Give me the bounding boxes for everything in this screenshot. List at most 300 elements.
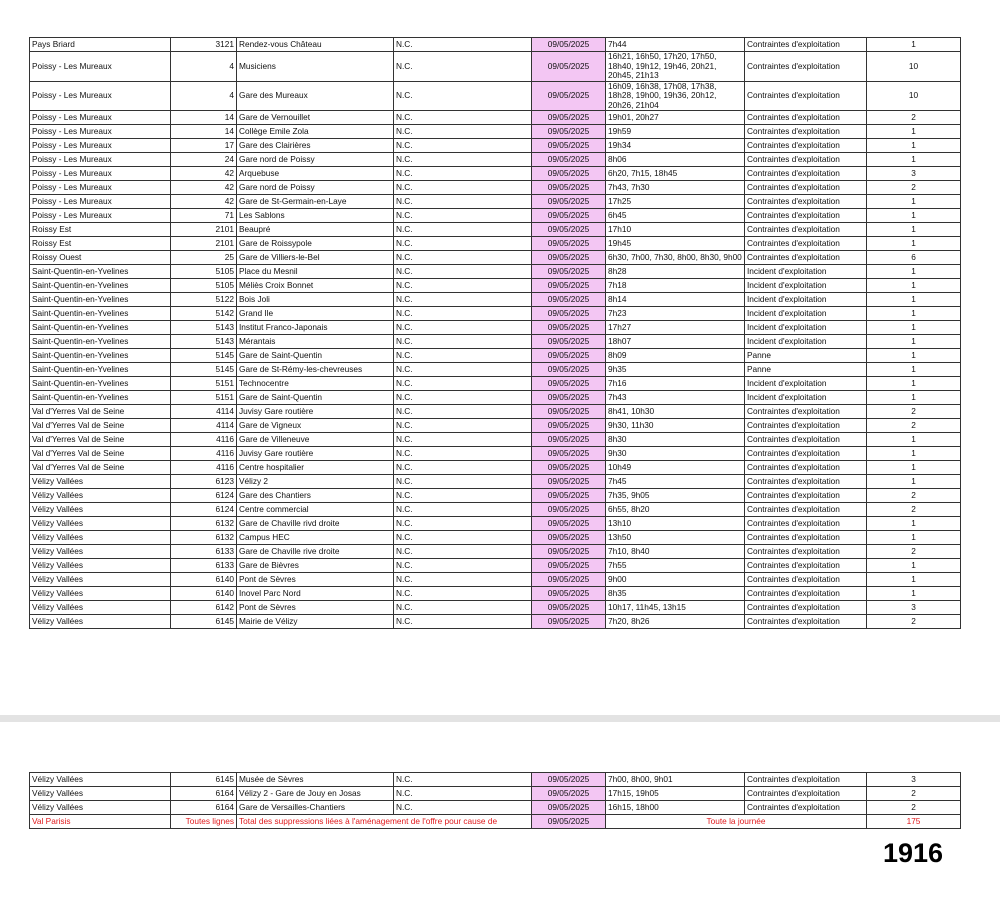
cell-date: 09/05/2025 xyxy=(532,52,606,82)
cell-date: 09/05/2025 xyxy=(532,195,606,209)
cell-arret: Gare de Vigneux xyxy=(237,419,394,433)
cell-horaires: 8h14 xyxy=(606,293,745,307)
cell-motif: Contraintes d'exploitation xyxy=(745,475,867,489)
cell-date: 09/05/2025 xyxy=(532,363,606,377)
cell-arret: Beaupré xyxy=(237,223,394,237)
cell-horaires: 7h16 xyxy=(606,377,745,391)
cell-motif: Incident d'exploitation xyxy=(745,307,867,321)
cell-motif: Incident d'exploitation xyxy=(745,265,867,279)
cell-sens: N.C. xyxy=(394,615,532,629)
cell-horaires: 8h35 xyxy=(606,587,745,601)
cell-horaires: 19h45 xyxy=(606,237,745,251)
cell-motif: Contraintes d'exploitation xyxy=(745,787,867,801)
table-row xyxy=(30,81,961,111)
cell-motif: Contraintes d'exploitation xyxy=(745,181,867,195)
cell-sens: N.C. xyxy=(394,587,532,601)
cell-ligne: 6140 xyxy=(171,573,237,587)
table-row xyxy=(30,209,961,223)
cell-horaires: 17h15, 19h05 xyxy=(606,787,745,801)
table-row xyxy=(30,391,961,405)
cell-reseau: Vélizy Vallées xyxy=(30,489,171,503)
total-periode: Toute la journée xyxy=(606,815,867,829)
cell-sens: N.C. xyxy=(394,251,532,265)
table-row xyxy=(30,251,961,265)
cell-reseau: Saint-Quentin-en-Yvelines xyxy=(30,363,171,377)
cell-motif: Incident d'exploitation xyxy=(745,279,867,293)
cell-date: 09/05/2025 xyxy=(532,503,606,517)
cell-sens: N.C. xyxy=(394,601,532,615)
cell-reseau: Pays Briard xyxy=(30,38,171,52)
cell-horaires: 7h55 xyxy=(606,559,745,573)
cell-ligne: 6133 xyxy=(171,559,237,573)
cell-horaires: 16h15, 18h00 xyxy=(606,801,745,815)
cell-sens: N.C. xyxy=(394,503,532,517)
cell-date: 09/05/2025 xyxy=(532,125,606,139)
cell-ligne: 4116 xyxy=(171,447,237,461)
cell-nb: 2 xyxy=(867,489,961,503)
cell-sens: N.C. xyxy=(394,223,532,237)
cell-sens: N.C. xyxy=(394,38,532,52)
cell-nb: 2 xyxy=(867,111,961,125)
cell-sens: N.C. xyxy=(394,573,532,587)
total-nb: 175 xyxy=(867,815,961,829)
cell-horaires: 7h44 xyxy=(606,38,745,52)
cell-date: 09/05/2025 xyxy=(532,573,606,587)
cell-sens: N.C. xyxy=(394,279,532,293)
cell-arret: Pont de Sèvres xyxy=(237,601,394,615)
cell-ligne: 14 xyxy=(171,125,237,139)
cell-sens: N.C. xyxy=(394,377,532,391)
cell-ligne: 24 xyxy=(171,153,237,167)
cell-reseau: Saint-Quentin-en-Yvelines xyxy=(30,377,171,391)
cell-date: 09/05/2025 xyxy=(532,447,606,461)
cell-sens: N.C. xyxy=(394,545,532,559)
cell-motif: Contraintes d'exploitation xyxy=(745,111,867,125)
cell-reseau: Vélizy Vallées xyxy=(30,503,171,517)
cell-horaires: 7h00, 8h00, 9h01 xyxy=(606,773,745,787)
table-row xyxy=(30,111,961,125)
table-row xyxy=(30,153,961,167)
cell-arret: Gare des Chantiers xyxy=(237,489,394,503)
cell-nb: 1 xyxy=(867,559,961,573)
table-row xyxy=(30,559,961,573)
cell-reseau: Saint-Quentin-en-Yvelines xyxy=(30,279,171,293)
cell-ligne: 42 xyxy=(171,195,237,209)
cell-ligne: 5151 xyxy=(171,391,237,405)
cell-reseau: Poissy - Les Mureaux xyxy=(30,81,171,111)
cell-reseau: Vélizy Vallées xyxy=(30,517,171,531)
cell-horaires: 8h41, 10h30 xyxy=(606,405,745,419)
cell-date: 09/05/2025 xyxy=(532,307,606,321)
cell-date: 09/05/2025 xyxy=(532,787,606,801)
cell-arret: Gare de Villeneuve xyxy=(237,433,394,447)
cell-ligne: 5143 xyxy=(171,335,237,349)
cell-sens: N.C. xyxy=(394,153,532,167)
cell-arret: Rendez-vous Château xyxy=(237,38,394,52)
cell-motif: Incident d'exploitation xyxy=(745,321,867,335)
cell-date: 09/05/2025 xyxy=(532,419,606,433)
cell-motif: Contraintes d'exploitation xyxy=(745,38,867,52)
cell-reseau: Saint-Quentin-en-Yvelines xyxy=(30,349,171,363)
cell-arret: Bois Joli xyxy=(237,293,394,307)
cell-ligne: 5105 xyxy=(171,265,237,279)
cell-date: 09/05/2025 xyxy=(532,38,606,52)
cell-reseau: Vélizy Vallées xyxy=(30,531,171,545)
cell-date: 09/05/2025 xyxy=(532,81,606,111)
cell-date: 09/05/2025 xyxy=(532,517,606,531)
cell-nb: 10 xyxy=(867,81,961,111)
cell-date: 09/05/2025 xyxy=(532,223,606,237)
cell-date: 09/05/2025 xyxy=(532,167,606,181)
cell-motif: Contraintes d'exploitation xyxy=(745,461,867,475)
cell-horaires: 10h49 xyxy=(606,461,745,475)
cell-sens: N.C. xyxy=(394,321,532,335)
cell-motif: Contraintes d'exploitation xyxy=(745,531,867,545)
cell-ligne: 6123 xyxy=(171,475,237,489)
cell-ligne: 6142 xyxy=(171,601,237,615)
cell-arret: Gare des Clairières xyxy=(237,139,394,153)
cell-date: 09/05/2025 xyxy=(532,545,606,559)
cell-ligne: 4 xyxy=(171,81,237,111)
cell-motif: Panne xyxy=(745,363,867,377)
cell-sens: N.C. xyxy=(394,517,532,531)
cell-arret: Campus HEC xyxy=(237,531,394,545)
cell-date: 09/05/2025 xyxy=(532,237,606,251)
table-row xyxy=(30,601,961,615)
suppressions-table xyxy=(29,37,961,629)
cell-motif: Contraintes d'exploitation xyxy=(745,195,867,209)
cell-motif: Incident d'exploitation xyxy=(745,293,867,307)
cell-nb: 1 xyxy=(867,223,961,237)
table-row xyxy=(30,181,961,195)
cell-ligne: 6140 xyxy=(171,587,237,601)
cell-nb: 1 xyxy=(867,475,961,489)
cell-motif: Contraintes d'exploitation xyxy=(745,559,867,573)
cell-arret: Institut Franco-Japonais xyxy=(237,321,394,335)
table-row xyxy=(30,195,961,209)
cell-ligne: 4114 xyxy=(171,419,237,433)
cell-ligne: 3121 xyxy=(171,38,237,52)
cell-sens: N.C. xyxy=(394,801,532,815)
cell-ligne: 14 xyxy=(171,111,237,125)
cell-date: 09/05/2025 xyxy=(532,475,606,489)
cell-date: 09/05/2025 xyxy=(532,265,606,279)
cell-date: 09/05/2025 xyxy=(532,153,606,167)
cell-reseau: Val d'Yerres Val de Seine xyxy=(30,419,171,433)
cell-motif: Contraintes d'exploitation xyxy=(745,237,867,251)
cell-arret: Gare de Chaville rivd droite xyxy=(237,517,394,531)
cell-ligne: 6164 xyxy=(171,801,237,815)
cell-sens: N.C. xyxy=(394,265,532,279)
cell-reseau: Vélizy Vallées xyxy=(30,475,171,489)
cell-motif: Incident d'exploitation xyxy=(745,391,867,405)
table-row xyxy=(30,223,961,237)
total-ligne: Toutes lignes xyxy=(171,815,237,829)
cell-reseau: Val d'Yerres Val de Seine xyxy=(30,433,171,447)
table-row xyxy=(30,517,961,531)
table-row xyxy=(30,167,961,181)
cell-ligne: 4116 xyxy=(171,433,237,447)
cell-nb: 2 xyxy=(867,801,961,815)
cell-motif: Contraintes d'exploitation xyxy=(745,447,867,461)
cell-horaires: 6h30, 7h00, 7h30, 8h00, 8h30, 9h00 xyxy=(606,251,745,265)
cell-nb: 1 xyxy=(867,265,961,279)
cell-motif: Contraintes d'exploitation xyxy=(745,125,867,139)
cell-sens: N.C. xyxy=(394,111,532,125)
cell-arret: Collège Emile Zola xyxy=(237,125,394,139)
table-row xyxy=(30,461,961,475)
cell-reseau: Val d'Yerres Val de Seine xyxy=(30,447,171,461)
cell-nb: 2 xyxy=(867,503,961,517)
cell-arret: Pont de Sèvres xyxy=(237,573,394,587)
cell-reseau: Vélizy Vallées xyxy=(30,601,171,615)
table-row xyxy=(30,447,961,461)
cell-nb: 1 xyxy=(867,335,961,349)
table-row xyxy=(30,139,961,153)
cell-ligne: 6124 xyxy=(171,503,237,517)
cell-sens: N.C. xyxy=(394,461,532,475)
cell-sens: N.C. xyxy=(394,237,532,251)
cell-arret: Gare de Saint-Quentin xyxy=(237,391,394,405)
table-row xyxy=(30,489,961,503)
cell-ligne: 5105 xyxy=(171,279,237,293)
cell-nb: 1 xyxy=(867,195,961,209)
cell-date: 09/05/2025 xyxy=(532,321,606,335)
cell-arret: Les Sablons xyxy=(237,209,394,223)
table-row xyxy=(30,279,961,293)
table-row xyxy=(30,531,961,545)
cell-ligne: 71 xyxy=(171,209,237,223)
cell-nb: 3 xyxy=(867,167,961,181)
cell-arret: Inovel Parc Nord xyxy=(237,587,394,601)
cell-date: 09/05/2025 xyxy=(532,531,606,545)
cell-arret: Arquebuse xyxy=(237,167,394,181)
cell-motif: Contraintes d'exploitation xyxy=(745,601,867,615)
total-reseau: Val Parisis xyxy=(30,815,171,829)
cell-nb: 2 xyxy=(867,787,961,801)
cell-nb: 2 xyxy=(867,405,961,419)
cell-sens: N.C. xyxy=(394,405,532,419)
cell-ligne: 5145 xyxy=(171,363,237,377)
page-number: 1916 xyxy=(883,838,944,868)
table-row xyxy=(30,363,961,377)
cell-motif: Contraintes d'exploitation xyxy=(745,503,867,517)
cell-arret: Juvisy Gare routière xyxy=(237,405,394,419)
cell-ligne: 4114 xyxy=(171,405,237,419)
cell-ligne: 42 xyxy=(171,167,237,181)
cell-nb: 2 xyxy=(867,615,961,629)
cell-reseau: Poissy - Les Mureaux xyxy=(30,167,171,181)
table-row xyxy=(30,237,961,251)
cell-horaires: 6h55, 8h20 xyxy=(606,503,745,517)
cell-arret: Musée de Sèvres xyxy=(237,773,394,787)
cell-reseau: Saint-Quentin-en-Yvelines xyxy=(30,391,171,405)
table-row xyxy=(30,335,961,349)
cell-horaires: 16h21, 16h50, 17h20, 17h50, 18h40, 19h12, 19h46, 20h21, 20h45, 21h13 xyxy=(606,52,745,82)
cell-nb: 2 xyxy=(867,419,961,433)
cell-horaires: 19h34 xyxy=(606,139,745,153)
cell-horaires: 13h10 xyxy=(606,517,745,531)
cell-ligne: 6145 xyxy=(171,615,237,629)
cell-horaires: 17h10 xyxy=(606,223,745,237)
cell-motif: Contraintes d'exploitation xyxy=(745,139,867,153)
cell-motif: Contraintes d'exploitation xyxy=(745,433,867,447)
cell-date: 09/05/2025 xyxy=(532,615,606,629)
cell-arret: Gare de Roissypole xyxy=(237,237,394,251)
cell-reseau: Saint-Quentin-en-Yvelines xyxy=(30,265,171,279)
cell-nb: 1 xyxy=(867,349,961,363)
cell-horaires: 17h27 xyxy=(606,321,745,335)
cell-motif: Contraintes d'exploitation xyxy=(745,153,867,167)
cell-reseau: Saint-Quentin-en-Yvelines xyxy=(30,321,171,335)
cell-reseau: Roissy Ouest xyxy=(30,251,171,265)
cell-ligne: 2101 xyxy=(171,223,237,237)
cell-date: 09/05/2025 xyxy=(532,279,606,293)
cell-arret: Technocentre xyxy=(237,377,394,391)
cell-reseau: Vélizy Vallées xyxy=(30,587,171,601)
cell-sens: N.C. xyxy=(394,209,532,223)
cell-arret: Méliès Croix Bonnet xyxy=(237,279,394,293)
cell-sens: N.C. xyxy=(394,125,532,139)
cell-nb: 3 xyxy=(867,601,961,615)
cell-horaires: 10h17, 11h45, 13h15 xyxy=(606,601,745,615)
cell-horaires: 7h23 xyxy=(606,307,745,321)
cell-nb: 1 xyxy=(867,433,961,447)
cell-motif: Contraintes d'exploitation xyxy=(745,545,867,559)
cell-arret: Centre commercial xyxy=(237,503,394,517)
table-row xyxy=(30,377,961,391)
table-row xyxy=(30,419,961,433)
cell-horaires: 7h18 xyxy=(606,279,745,293)
cell-ligne: 5145 xyxy=(171,349,237,363)
cell-arret: Musiciens xyxy=(237,52,394,82)
cell-motif: Incident d'exploitation xyxy=(745,335,867,349)
cell-reseau: Vélizy Vallées xyxy=(30,615,171,629)
cell-arret: Gare de Saint-Quentin xyxy=(237,349,394,363)
table-row xyxy=(30,52,961,82)
cell-horaires: 7h10, 8h40 xyxy=(606,545,745,559)
cell-horaires: 6h20, 7h15, 18h45 xyxy=(606,167,745,181)
cell-nb: 1 xyxy=(867,363,961,377)
cell-reseau: Val d'Yerres Val de Seine xyxy=(30,405,171,419)
cell-nb: 1 xyxy=(867,391,961,405)
cell-ligne: 17 xyxy=(171,139,237,153)
cell-sens: N.C. xyxy=(394,81,532,111)
cell-arret: Gare de Chaville rive droite xyxy=(237,545,394,559)
cell-nb: 1 xyxy=(867,461,961,475)
cell-horaires: 9h35 xyxy=(606,363,745,377)
cell-reseau: Roissy Est xyxy=(30,223,171,237)
cell-reseau: Poissy - Les Mureaux xyxy=(30,153,171,167)
cell-reseau: Vélizy Vallées xyxy=(30,801,171,815)
table-row xyxy=(30,307,961,321)
cell-nb: 1 xyxy=(867,307,961,321)
cell-nb: 1 xyxy=(867,447,961,461)
table-row xyxy=(30,503,961,517)
cell-motif: Contraintes d'exploitation xyxy=(745,573,867,587)
cell-sens: N.C. xyxy=(394,349,532,363)
cell-ligne: 5143 xyxy=(171,321,237,335)
cell-nb: 1 xyxy=(867,153,961,167)
cell-sens: N.C. xyxy=(394,195,532,209)
cell-date: 09/05/2025 xyxy=(532,335,606,349)
cell-nb: 1 xyxy=(867,573,961,587)
cell-sens: N.C. xyxy=(394,52,532,82)
table-row xyxy=(30,573,961,587)
cell-date: 09/05/2025 xyxy=(532,801,606,815)
cell-motif: Contraintes d'exploitation xyxy=(745,251,867,265)
cell-arret: Juvisy Gare routière xyxy=(237,447,394,461)
table-row xyxy=(30,433,961,447)
cell-horaires: 17h25 xyxy=(606,195,745,209)
cell-motif: Contraintes d'exploitation xyxy=(745,223,867,237)
cell-date: 09/05/2025 xyxy=(532,349,606,363)
cell-sens: N.C. xyxy=(394,787,532,801)
cell-motif: Contraintes d'exploitation xyxy=(745,587,867,601)
cell-reseau: Saint-Quentin-en-Yvelines xyxy=(30,293,171,307)
table-row xyxy=(30,405,961,419)
cell-arret: Vélizy 2 xyxy=(237,475,394,489)
cell-date: 09/05/2025 xyxy=(532,489,606,503)
cell-date: 09/05/2025 xyxy=(532,405,606,419)
cell-horaires: 8h28 xyxy=(606,265,745,279)
cell-arret: Gare de Versailles-Chantiers xyxy=(237,801,394,815)
cell-ligne: 6132 xyxy=(171,531,237,545)
cell-reseau: Roissy Est xyxy=(30,237,171,251)
cell-reseau: Vélizy Vallées xyxy=(30,545,171,559)
cell-motif: Contraintes d'exploitation xyxy=(745,773,867,787)
cell-sens: N.C. xyxy=(394,559,532,573)
cell-nb: 1 xyxy=(867,209,961,223)
cell-horaires: 7h43 xyxy=(606,391,745,405)
cell-date: 09/05/2025 xyxy=(532,251,606,265)
cell-date: 09/05/2025 xyxy=(532,461,606,475)
cell-reseau: Poissy - Les Mureaux xyxy=(30,139,171,153)
cell-nb: 1 xyxy=(867,517,961,531)
cell-arret: Place du Mesnil xyxy=(237,265,394,279)
cell-date: 09/05/2025 xyxy=(532,209,606,223)
cell-sens: N.C. xyxy=(394,181,532,195)
cell-arret: Gare nord de Poissy xyxy=(237,181,394,195)
cell-ligne: 25 xyxy=(171,251,237,265)
suppressions-table-continued xyxy=(29,772,961,829)
cell-horaires: 6h45 xyxy=(606,209,745,223)
cell-horaires: 19h01, 20h27 xyxy=(606,111,745,125)
cell-horaires: 7h45 xyxy=(606,475,745,489)
cell-arret: Gare des Mureaux xyxy=(237,81,394,111)
total-row xyxy=(30,815,961,829)
cell-horaires: 18h07 xyxy=(606,335,745,349)
total-libelle: Total des suppressions liées à l'aménagement de l'offre pour cause de xyxy=(237,815,532,829)
table-row xyxy=(30,475,961,489)
cell-date: 09/05/2025 xyxy=(532,391,606,405)
cell-sens: N.C. xyxy=(394,433,532,447)
cell-horaires: 16h09, 16h38, 17h08, 17h38, 18h28, 19h00, 19h36, 20h12, 20h26, 21h04 xyxy=(606,81,745,111)
cell-date: 09/05/2025 xyxy=(532,601,606,615)
cell-ligne: 5122 xyxy=(171,293,237,307)
cell-sens: N.C. xyxy=(394,447,532,461)
cell-reseau: Saint-Quentin-en-Yvelines xyxy=(30,335,171,349)
cell-nb: 1 xyxy=(867,321,961,335)
cell-arret: Gare de Bièvres xyxy=(237,559,394,573)
cell-nb: 10 xyxy=(867,52,961,82)
cell-date: 09/05/2025 xyxy=(532,559,606,573)
cell-arret: Mérantais xyxy=(237,335,394,349)
cell-sens: N.C. xyxy=(394,391,532,405)
table-row xyxy=(30,773,961,787)
cell-reseau: Poissy - Les Mureaux xyxy=(30,125,171,139)
cell-ligne: 5151 xyxy=(171,377,237,391)
